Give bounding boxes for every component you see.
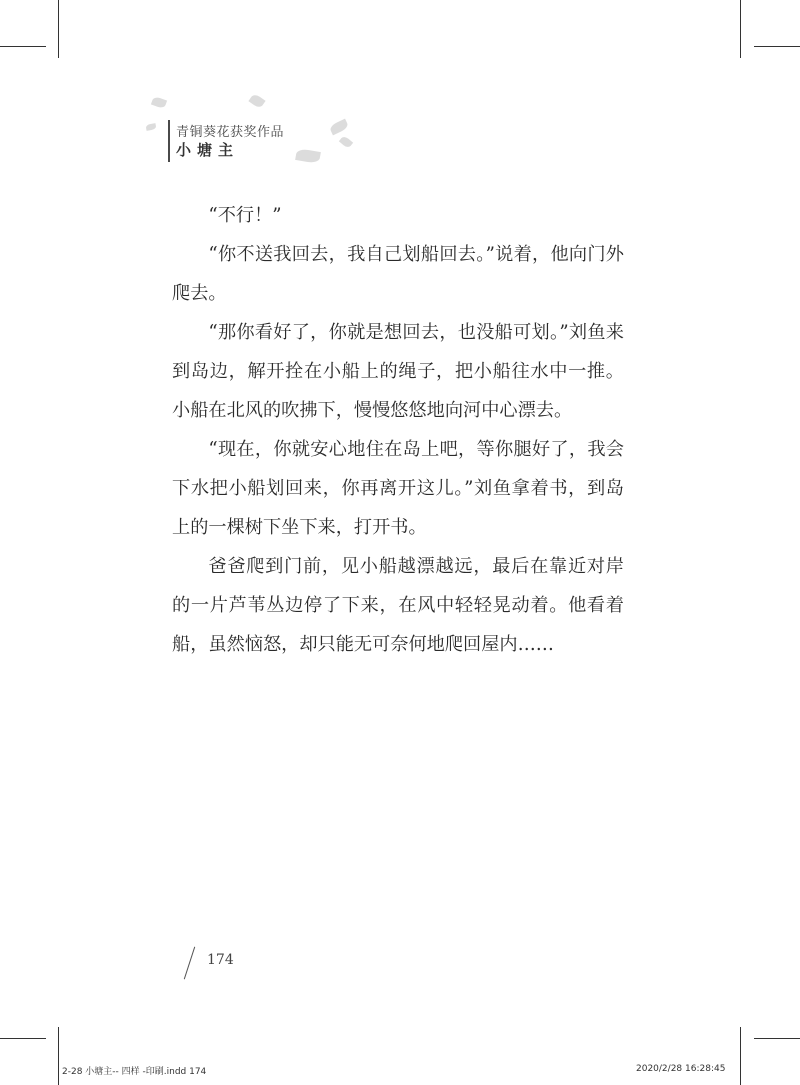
petal-decoration [248, 93, 265, 109]
petal-decoration [146, 123, 157, 131]
crop-mark-top-right-v [740, 0, 741, 58]
paragraph: “那你看好了，你就是想回去，也没船可划。”刘鱼来到岛边，解开拴在小船上的绳子，把小船往水中一推。小船在北风的吹拂下，慢慢悠悠地向河中心漂去。 [172, 322, 624, 421]
crop-mark-bottom-right-h [754, 1038, 800, 1039]
paragraph: “现在，你就安心地住在岛上吧，等你腿好了，我会下水把小船划回来，你再离开这儿。”刘鱼拿着书，到岛上的一棵树下坐下来，打开书。 [172, 439, 624, 538]
crop-mark-bottom-left-v [58, 1027, 59, 1085]
book-title: 小塘主 [176, 141, 240, 159]
petal-decoration [295, 148, 321, 164]
paragraph: “不行！” [208, 205, 282, 226]
series-title: 青铜葵花获奖作品 [176, 125, 285, 140]
page-number: 174 [207, 952, 234, 968]
crop-mark-top-left-h [0, 46, 46, 47]
petal-decoration [151, 96, 167, 109]
crop-mark-top-left-v [58, 0, 59, 58]
crop-mark-bottom-left-h [0, 1038, 46, 1039]
petal-decoration [329, 119, 350, 136]
footer-file-info: 2-28 小塘主-- 四样 -印刷.indd 174 [62, 1067, 207, 1077]
page-number-slash [184, 947, 195, 980]
paragraph: “你不送我回去，我自己划船回去。”说着，他向门外爬去。 [172, 244, 624, 304]
paragraph: 爸爸爬到门前，见小船越漂越远，最后在靠近对岸的一片芦苇丛边停了下来，在风中轻轻晃动着。他看着船，虽然恼怒，却只能无可奈何地爬回屋内…… [172, 556, 624, 655]
crop-mark-bottom-right-v [740, 1027, 741, 1085]
petal-decoration [339, 135, 353, 149]
footer-timestamp: 2020/2/28 16:28:45 [636, 1064, 726, 1074]
crop-mark-top-right-h [754, 46, 800, 47]
body-text [172, 196, 624, 664]
header-divider [168, 120, 170, 162]
